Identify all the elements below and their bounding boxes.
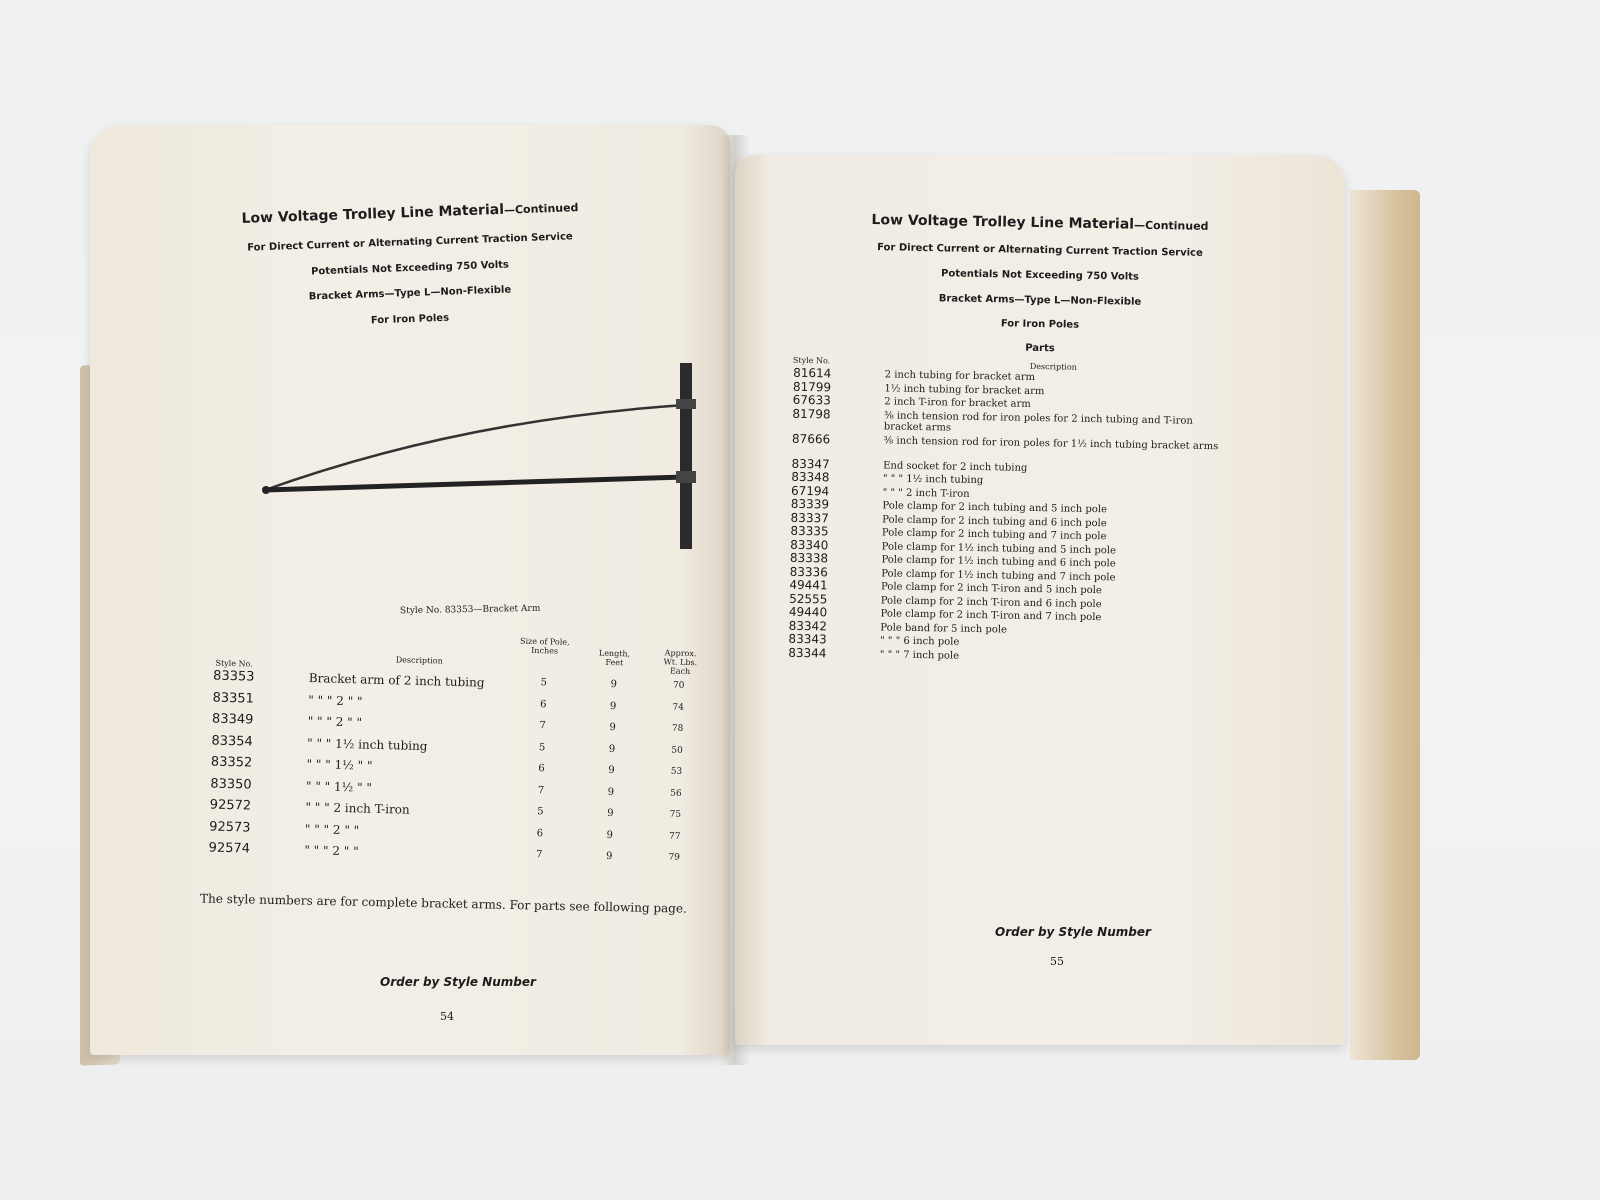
style-number: 81614	[793, 365, 832, 381]
style-number: 83342	[788, 618, 828, 633]
weight: 75	[669, 809, 682, 820]
title-text: Low Voltage Trolley Line Material	[241, 201, 505, 227]
length: 9	[606, 829, 614, 841]
title-continued: —Continued	[1133, 218, 1209, 233]
style-number: 92573	[209, 819, 251, 836]
description: ⅜ inch tension rod for iron poles for 1½ inch tubing bracket arms	[883, 434, 1219, 452]
subtitle-iron-poles: For Iron Poles	[1000, 318, 1080, 331]
subtitle-bracket-type: Bracket Arms—Type L—Non-Flexible	[308, 284, 512, 303]
description: " " " 1½ " "	[305, 778, 373, 795]
style-number: 67194	[790, 483, 830, 498]
col-style: Style No.	[792, 355, 831, 366]
length: 9	[605, 850, 613, 863]
style-number: 87666	[791, 431, 831, 446]
description: Pole clamp for 1½ inch tubing and 7 inch pole	[881, 567, 1116, 583]
description: Pole clamp for 1½ inch tubing and 6 inch pole	[881, 554, 1116, 570]
pole-size: 7	[537, 784, 545, 796]
description: Pole clamp for 2 inch tubing and 6 inch pole	[882, 513, 1107, 529]
subtitle-service: For Direct Current or Alternating Current Traction Service	[877, 242, 1203, 259]
description: 2 inch T-iron for bracket arm	[884, 396, 1031, 410]
weight: 78	[671, 723, 684, 734]
description: " " " 6 inch pole	[879, 635, 960, 648]
weight: 77	[668, 831, 681, 842]
style-number: 67633	[792, 392, 831, 408]
col-length: Length, Feet	[598, 648, 631, 668]
description: Pole clamp for 2 inch tubing and 5 inch pole	[882, 500, 1108, 516]
style-number: 83337	[790, 510, 829, 525]
pole-size: 6	[538, 763, 545, 775]
style-number: 83338	[789, 550, 829, 566]
style-number: 92572	[209, 797, 252, 814]
style-number: 49440	[788, 604, 828, 620]
description: " " " 2 " "	[304, 821, 360, 837]
col-weight: Approx. Wt. Lbs. Each	[663, 648, 698, 677]
order-footer: Order by Style Number	[995, 925, 1151, 939]
page-55	[735, 155, 1345, 1045]
pole-band	[676, 399, 696, 409]
subtitle-service: For Direct Current or Alternating Current Traction Service	[247, 231, 573, 254]
description: " " " 2 " "	[308, 692, 363, 708]
style-number: 49441	[789, 577, 828, 593]
note-text: The style numbers are for complete bracket arms. For parts see following page.	[199, 891, 687, 916]
description: " " " 1½ inch tubing	[882, 473, 984, 487]
iron-pole	[680, 363, 692, 549]
length: 9	[608, 743, 616, 755]
pole-clamp	[676, 471, 696, 483]
length: 9	[609, 721, 616, 734]
style-number: 83348	[791, 469, 830, 485]
style-number: 83336	[789, 564, 828, 579]
subtitle-bracket-type: Bracket Arms—Type L—Non-Flexible	[938, 293, 1142, 308]
subtitle-voltage: Potentials Not Exceeding 750 Volts	[310, 259, 510, 278]
description: 1½ inch tubing for bracket arm	[884, 382, 1045, 397]
pole-size: 7	[535, 849, 543, 861]
page-number: 54	[440, 1010, 454, 1023]
col-description: Description	[1029, 361, 1077, 372]
style-number: 83349	[211, 711, 254, 728]
style-number: 83347	[791, 456, 830, 471]
pole-size: 5	[538, 741, 546, 753]
col-size: Size of Pole, Inches	[519, 636, 570, 656]
weight: 53	[670, 766, 683, 777]
col-style: Style No.	[215, 658, 253, 669]
style-number: 83335	[790, 523, 829, 539]
description: Pole clamp for 2 inch T-iron and 5 inch pole	[880, 581, 1102, 597]
page-block-right-edge	[1350, 190, 1420, 1060]
weight: 70	[672, 680, 685, 691]
pole-size: 7	[539, 720, 546, 732]
page-title	[735, 210, 1345, 237]
description: " " " 2 inch T-iron	[305, 800, 410, 817]
description: " " " 7 inch pole	[879, 648, 960, 662]
col-description: Description	[395, 655, 443, 666]
description: Pole clamp for 1½ inch tubing and 5 inch pole	[881, 540, 1117, 556]
style-number: 83339	[790, 496, 830, 512]
style-number: 83343	[788, 631, 827, 647]
title-continued: —Continued	[503, 201, 579, 217]
description: " " " 2 " "	[307, 714, 363, 730]
end-socket	[262, 486, 270, 494]
length: 9	[607, 786, 615, 798]
length: 9	[610, 678, 618, 691]
order-footer: Order by Style Number	[380, 975, 536, 989]
weight: 50	[671, 745, 683, 756]
description: End socket for 2 inch tubing	[883, 459, 1028, 474]
style-number: 81799	[792, 379, 832, 394]
section-parts: Parts	[1025, 342, 1055, 355]
length: 9	[608, 764, 615, 777]
page-54	[90, 125, 730, 1055]
description: " " " 1½ " "	[306, 757, 373, 773]
style-number: 83354	[211, 733, 254, 750]
description: Pole band for 5 inch pole	[880, 621, 1008, 636]
style-number: 83352	[210, 754, 253, 771]
pole-size: 5	[540, 677, 548, 689]
table-row	[783, 456, 1283, 474]
weight: 74	[672, 702, 685, 713]
page-number: 55	[1050, 955, 1064, 968]
style-number: 83351	[212, 690, 255, 707]
weight: 79	[668, 852, 681, 863]
description: Pole clamp for 2 inch tubing and 7 inch pole	[881, 527, 1107, 543]
description: " " " 1½ inch tubing	[306, 735, 428, 753]
style-number: 81798	[792, 406, 831, 421]
bracket-arm-illustration	[260, 355, 700, 555]
length: 9	[607, 807, 614, 820]
bracket-arm-table	[200, 628, 720, 863]
pole-size: 6	[539, 698, 547, 710]
style-number: 83350	[210, 776, 252, 793]
subtitle-iron-poles: For Iron Poles	[370, 312, 450, 327]
subtitle-voltage: Potentials Not Exceeding 750 Volts	[940, 268, 1140, 283]
title-text: Low Voltage Trolley Line Material	[871, 212, 1135, 233]
page-title	[90, 194, 730, 232]
pole-size: 5	[537, 806, 544, 818]
description: " " " 2 inch T-iron	[882, 486, 970, 500]
description: Pole clamp for 2 inch T-iron and 7 inch pole	[880, 608, 1102, 624]
pole-size: 6	[536, 827, 544, 839]
style-number: 83344	[788, 645, 827, 660]
weight: 56	[670, 788, 682, 799]
description: Bracket arm of 2 inch tubing	[308, 671, 485, 690]
bracket-tubing	[265, 477, 685, 490]
open-catalog-book	[80, 95, 1420, 1085]
description: " " " 2 " "	[304, 843, 359, 859]
style-number: 83353	[212, 668, 255, 685]
figure-caption: Style No. 83353—Bracket Arm	[399, 603, 541, 617]
style-number: 52555	[789, 591, 828, 606]
description: 2 inch tubing for bracket arm	[884, 369, 1036, 384]
description: ⅜ inch tension rod for iron poles for 2 inch tubing and T-iron bracket arms	[883, 409, 1194, 434]
style-number: 92574	[208, 840, 251, 857]
length: 9	[609, 700, 617, 712]
style-number: 83340	[790, 537, 829, 552]
description: Pole clamp for 2 inch T-iron and 6 inch pole	[880, 594, 1102, 610]
